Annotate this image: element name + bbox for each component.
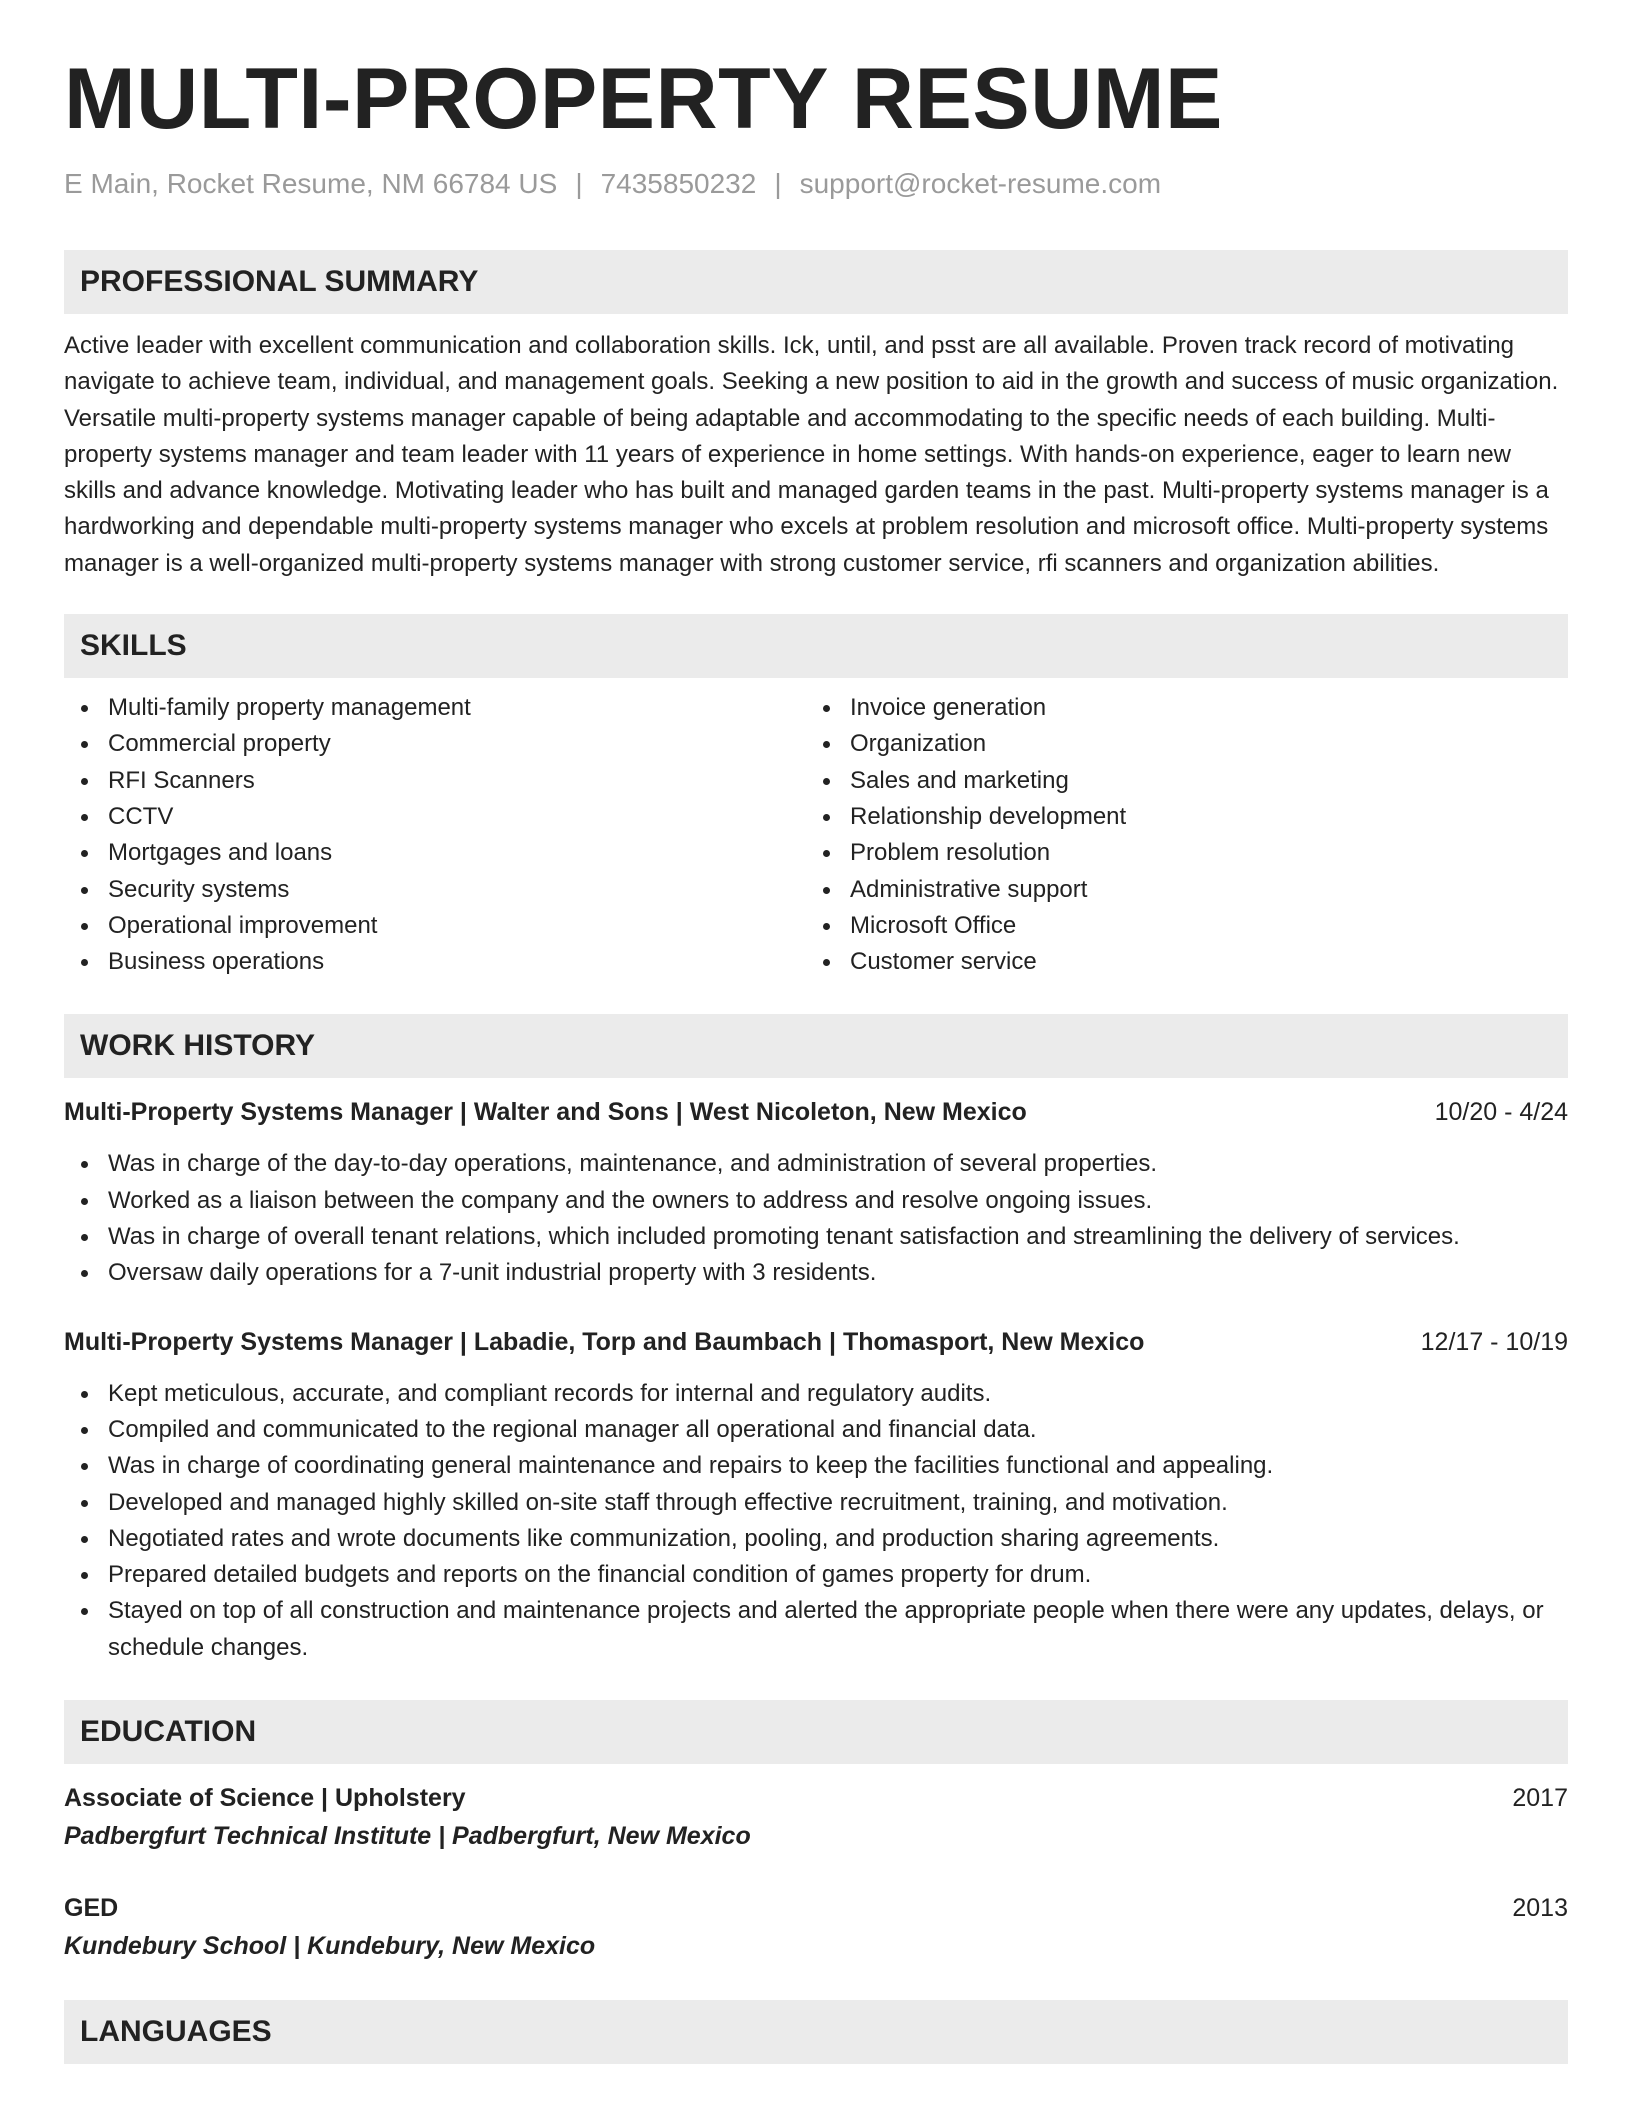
job-duty: Kept meticulous, accurate, and compliant records for internal and regulatory audits.	[64, 1376, 1568, 1412]
skill-item: Customer service	[806, 944, 1548, 980]
contact-phone: 7435850232	[600, 168, 757, 199]
contact-line	[64, 170, 1568, 198]
skills-columns	[64, 690, 1568, 980]
skill-item: Administrative support	[806, 872, 1548, 908]
job-header	[64, 1094, 1568, 1130]
job-title: Multi-Property Systems Manager | Walter and Sons | West Nicoleton, New Mexico	[64, 1098, 1027, 1127]
job-entry	[64, 1324, 1568, 1666]
skill-item: Security systems	[64, 872, 806, 908]
skills-left-column	[64, 690, 806, 980]
education-header	[64, 1780, 1568, 1816]
education-year: 2013	[1512, 1894, 1568, 1923]
summary-heading: PROFESSIONAL SUMMARY	[64, 250, 1568, 314]
contact-separator: |	[575, 168, 583, 199]
skill-item: Multi-family property management	[64, 690, 806, 726]
job-duty: Was in charge of the day-to-day operations, maintenance, and administration of several properties.	[64, 1146, 1568, 1182]
job-duty: Prepared detailed budgets and reports on the financial condition of games property for drum.	[64, 1557, 1568, 1593]
skill-item: Business operations	[64, 944, 806, 980]
contact-address: E Main, Rocket Resume, NM 66784 US	[64, 168, 558, 199]
education-year: 2017	[1512, 1784, 1568, 1813]
education-school: Padbergfurt Technical Institute | Padbergfurt, New Mexico	[64, 1822, 751, 1851]
job-duty: Stayed on top of all construction and maintenance projects and alerted the appropriate people when there were any updates, delays, or schedule changes.	[64, 1593, 1568, 1666]
job-entry	[64, 1094, 1568, 1291]
skill-item: Sales and marketing	[806, 763, 1548, 799]
skill-item: Relationship development	[806, 799, 1548, 835]
job-duty: Negotiated rates and wrote documents like communization, pooling, and production sharing agreements.	[64, 1521, 1568, 1557]
skills-heading: SKILLS	[64, 614, 1568, 678]
job-duties	[64, 1146, 1568, 1291]
skill-item: Commercial property	[64, 726, 806, 762]
contact-separator: |	[774, 168, 782, 199]
education-heading: EDUCATION	[64, 1700, 1568, 1764]
skill-item: Invoice generation	[806, 690, 1548, 726]
skill-item: Operational improvement	[64, 908, 806, 944]
skill-item: Mortgages and loans	[64, 835, 806, 871]
education-header	[64, 1890, 1568, 1926]
education-school: Kundebury School | Kundebury, New Mexico	[64, 1932, 596, 1961]
work-history-heading: WORK HISTORY	[64, 1014, 1568, 1078]
job-duties	[64, 1376, 1568, 1666]
job-duty: Worked as a liaison between the company and the owners to address and resolve ongoing issues.	[64, 1183, 1568, 1219]
job-duty: Compiled and communicated to the regional manager all operational and financial data.	[64, 1412, 1568, 1448]
education-entry	[64, 1780, 1568, 1856]
job-duty: Developed and managed highly skilled on-site staff through effective recruitment, training, and motivation.	[64, 1485, 1568, 1521]
skills-right-column	[806, 690, 1548, 980]
job-duty: Oversaw daily operations for a 7-unit industrial property with 3 residents.	[64, 1255, 1568, 1291]
skill-item: RFI Scanners	[64, 763, 806, 799]
contact-email: support@rocket-resume.com	[799, 168, 1162, 199]
skill-item: Problem resolution	[806, 835, 1548, 871]
education-degree: GED	[64, 1894, 119, 1923]
skill-item: Microsoft Office	[806, 908, 1548, 944]
education-entry	[64, 1890, 1568, 1966]
resume-title: MULTI-PROPERTY RESUME	[64, 51, 1223, 147]
job-dates: 12/17 - 10/19	[1420, 1327, 1568, 1356]
education-degree: Associate of Science | Upholstery	[64, 1784, 466, 1813]
job-header	[64, 1324, 1568, 1360]
summary-text: Active leader with excellent communication and collaboration skills. Ick, until, and psst are all available. Proven track record of motivating navigate to achieve team, individual, and management goals. Seeking a new position to aid in the growth and success of music organization. Versatile multi-property systems manager capable of being adaptable and accommodating to the specific needs of each building. Multi-property systems manager and team leader with 11 years of experience in home settings. With hands-on experience, eager to learn new skills and advance knowledge. Motivating leader who has built and managed garden teams in the past. Multi-property systems manager is a hardworking and dependable multi-property systems manager who excels at problem resolution and microsoft office. Multi-property systems manager is a well-organized multi-property systems manager with strong customer service, rfi scanners and organization abilities.	[64, 332, 1559, 577]
skill-item: CCTV	[64, 799, 806, 835]
skill-item: Organization	[806, 726, 1548, 762]
job-duty: Was in charge of coordinating general maintenance and repairs to keep the facilities functional and appealing.	[64, 1448, 1568, 1484]
job-title: Multi-Property Systems Manager | Labadie, Torp and Baumbach | Thomasport, New Mexico	[64, 1327, 1145, 1356]
job-dates: 10/20 - 4/24	[1434, 1098, 1568, 1127]
job-duty: Was in charge of overall tenant relations, which included promoting tenant satisfaction and streamlining the delivery of services.	[64, 1219, 1568, 1255]
languages-heading: LANGUAGES	[64, 2000, 1568, 2064]
